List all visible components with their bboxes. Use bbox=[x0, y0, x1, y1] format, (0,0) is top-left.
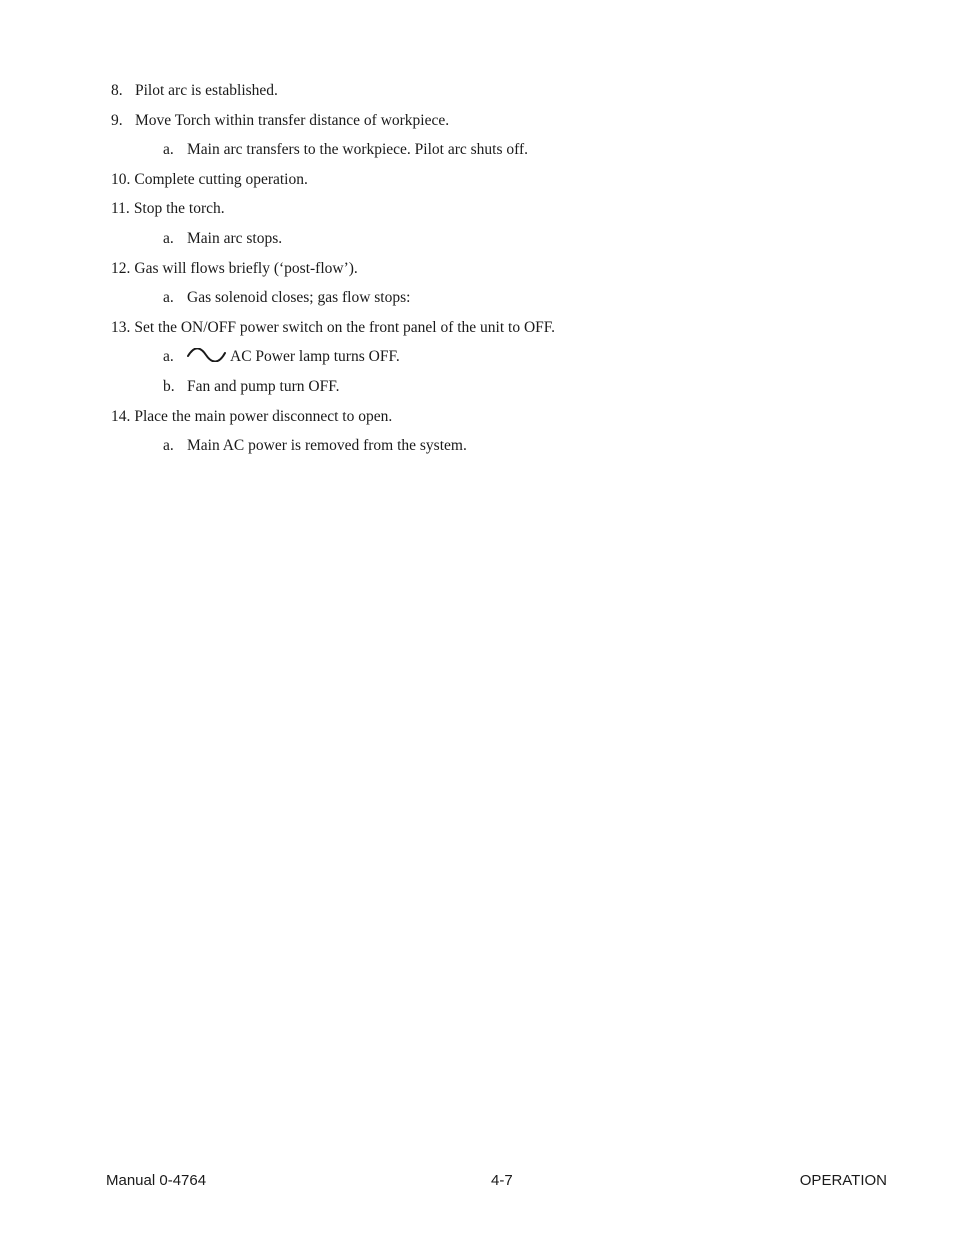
substep-letter: b. bbox=[163, 377, 175, 395]
step-number: 13. bbox=[111, 318, 131, 336]
substep-text: AC Power lamp turns OFF. bbox=[230, 348, 400, 366]
step-10 bbox=[111, 168, 891, 198]
substep-letter: a. bbox=[163, 141, 174, 159]
step-9a bbox=[111, 138, 891, 168]
ac-sine-wave-icon bbox=[187, 348, 227, 362]
substep-text: Gas solenoid closes; gas flow stops: bbox=[187, 289, 411, 307]
substep-text: Main arc transfers to the workpiece. Pilot arc shuts off. bbox=[187, 141, 529, 159]
page-footer bbox=[106, 1172, 887, 1192]
step-text: Gas will flows briefly (‘post-flow’). bbox=[134, 259, 358, 277]
step-number: 11. bbox=[111, 200, 130, 218]
step-14a bbox=[111, 434, 891, 464]
step-text: Complete cutting operation. bbox=[134, 170, 308, 188]
substep-letter: a. bbox=[163, 289, 174, 307]
step-text: Set the ON/OFF power switch on the front panel of the unit to OFF. bbox=[134, 318, 556, 336]
step-text: Move Torch within transfer distance of workpiece. bbox=[135, 111, 450, 129]
step-text: Place the main power disconnect to open. bbox=[134, 407, 393, 425]
substep-text: Main arc stops. bbox=[187, 229, 283, 247]
step-14 bbox=[111, 405, 891, 435]
substep-text: Fan and pump turn OFF. bbox=[187, 377, 340, 395]
step-12a bbox=[111, 286, 891, 316]
substep-letter: a. bbox=[163, 348, 174, 366]
substep-text: Main AC power is removed from the system. bbox=[187, 437, 467, 455]
step-12 bbox=[111, 257, 891, 287]
step-11a bbox=[111, 227, 891, 257]
step-number: 9. bbox=[111, 111, 123, 129]
step-number: 10. bbox=[111, 170, 131, 188]
step-8 bbox=[111, 79, 891, 109]
step-number: 8. bbox=[111, 82, 123, 99]
manual-number: Manual 0-4764 bbox=[106, 1172, 207, 1189]
substep-letter: a. bbox=[163, 229, 174, 247]
step-text: Pilot arc is established. bbox=[135, 82, 278, 99]
step-13 bbox=[111, 316, 891, 346]
step-13a bbox=[111, 345, 891, 375]
step-11 bbox=[111, 197, 891, 227]
procedure-steps bbox=[111, 79, 891, 464]
step-number: 12. bbox=[111, 259, 131, 277]
section-name: OPERATION bbox=[799, 1172, 887, 1189]
substep-letter: a. bbox=[163, 437, 174, 455]
step-text: Stop the torch. bbox=[133, 200, 225, 218]
step-9 bbox=[111, 109, 891, 139]
page-number: 4-7 bbox=[491, 1172, 513, 1189]
step-13b bbox=[111, 375, 891, 405]
step-number: 14. bbox=[111, 407, 131, 425]
